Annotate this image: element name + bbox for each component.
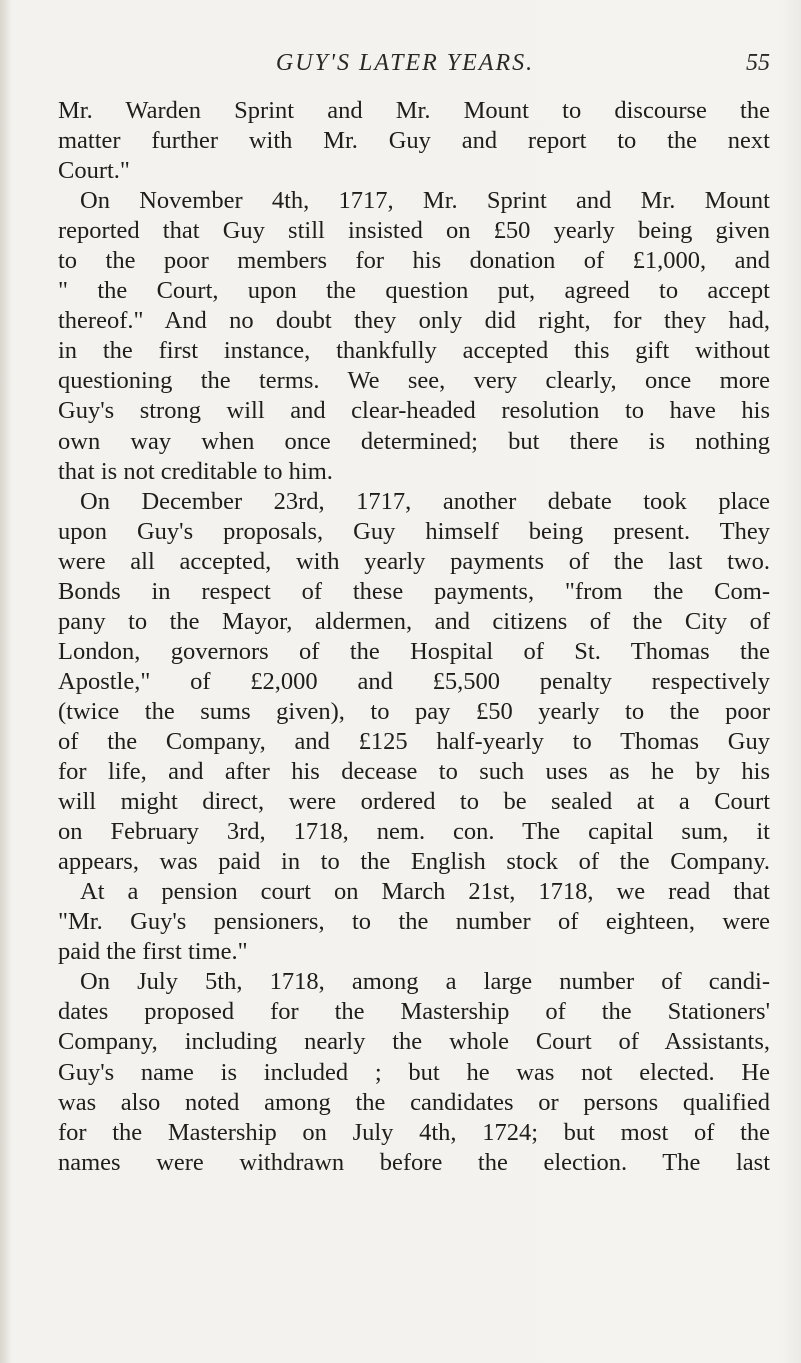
text-line: in the first instance, thankfully accepted this gift without: [58, 337, 770, 365]
text-line: of the Company, and £125 half-yearly to Thomas Guy: [58, 727, 770, 755]
text-line: was also noted among the candidates or persons qualified: [58, 1088, 770, 1116]
text-line: were all accepted, with yearly payments of the last two.: [58, 547, 770, 575]
text-line: matter further with Mr. Guy and report to the next: [58, 127, 770, 155]
text-line: Guy's name is included ; but he was not elected. He: [58, 1058, 770, 1086]
text-line: Mr. Warden Sprint and Mr. Mount to discourse the: [58, 97, 770, 124]
text-line: for life, and after his decease to such uses as he by his: [58, 758, 770, 786]
text-line: On July 5th, 1718, among a large number of candi-: [80, 968, 770, 996]
text-line: own way when once determined; but there is nothing: [58, 427, 770, 455]
text-line: to the poor members for his donation of £1,000, and: [58, 247, 770, 275]
text-line: reported that Guy still insisted on £50 yearly being given: [58, 217, 770, 245]
text-line: will might direct, were ordered to be sealed at a Court: [58, 788, 770, 816]
text-line: At a pension court on March 21st, 1718, we read that: [80, 878, 770, 906]
text-line: " the Court, upon the question put, agreed to accept: [58, 277, 770, 305]
text-line: "Mr. Guy's pensioners, to the number of eighteen, were: [58, 908, 770, 936]
text-line: Company, including nearly the whole Court of Assistants,: [58, 1028, 770, 1056]
text-line: upon Guy's proposals, Guy himself being present. They: [58, 517, 770, 545]
text-line: (twice the sums given), to pay £50 yearly to the poor: [58, 697, 770, 725]
text-line: questioning the terms. We see, very clearly, once more: [58, 367, 770, 395]
text-line: Apostle," of £2,000 and £5,500 penalty respectively: [58, 667, 770, 695]
gutter-shadow: [0, 0, 10, 1363]
text-line: on February 3rd, 1718, nem. con. The capital sum, it: [58, 818, 770, 846]
running-title: GUY'S LATER YEARS.: [275, 50, 535, 76]
running-head: [40, 50, 770, 84]
text-line: London, governors of the Hospital of St. Thomas the: [58, 637, 770, 665]
text-line: On November 4th, 1717, Mr. Sprint and Mr. Mount: [80, 187, 770, 215]
text-line: that is not creditable to him.: [58, 457, 333, 485]
text-line: Guy's strong will and clear-headed resolution to have his: [58, 397, 770, 425]
text-line: paid the first time.": [58, 938, 248, 966]
text-line: dates proposed for the Mastership of the Stationers': [58, 998, 770, 1026]
text-line: On December 23rd, 1717, another debate took place: [80, 487, 770, 515]
text-line: pany to the Mayor, aldermen, and citizens of the City of: [58, 607, 770, 635]
text-line: Bonds in respect of these payments, "from the Com-: [58, 577, 770, 605]
page-number: 55: [746, 50, 770, 76]
text-line: appears, was paid in to the English stock of the Company.: [58, 848, 770, 876]
text-line: names were withdrawn before the election. The last: [58, 1148, 770, 1176]
text-line: thereof." And no doubt they only did right, for they had,: [58, 307, 770, 335]
text-line: Court.": [58, 157, 130, 185]
text-line: for the Mastership on July 4th, 1724; but most of the: [58, 1118, 770, 1146]
body-text: [58, 96, 770, 1178]
